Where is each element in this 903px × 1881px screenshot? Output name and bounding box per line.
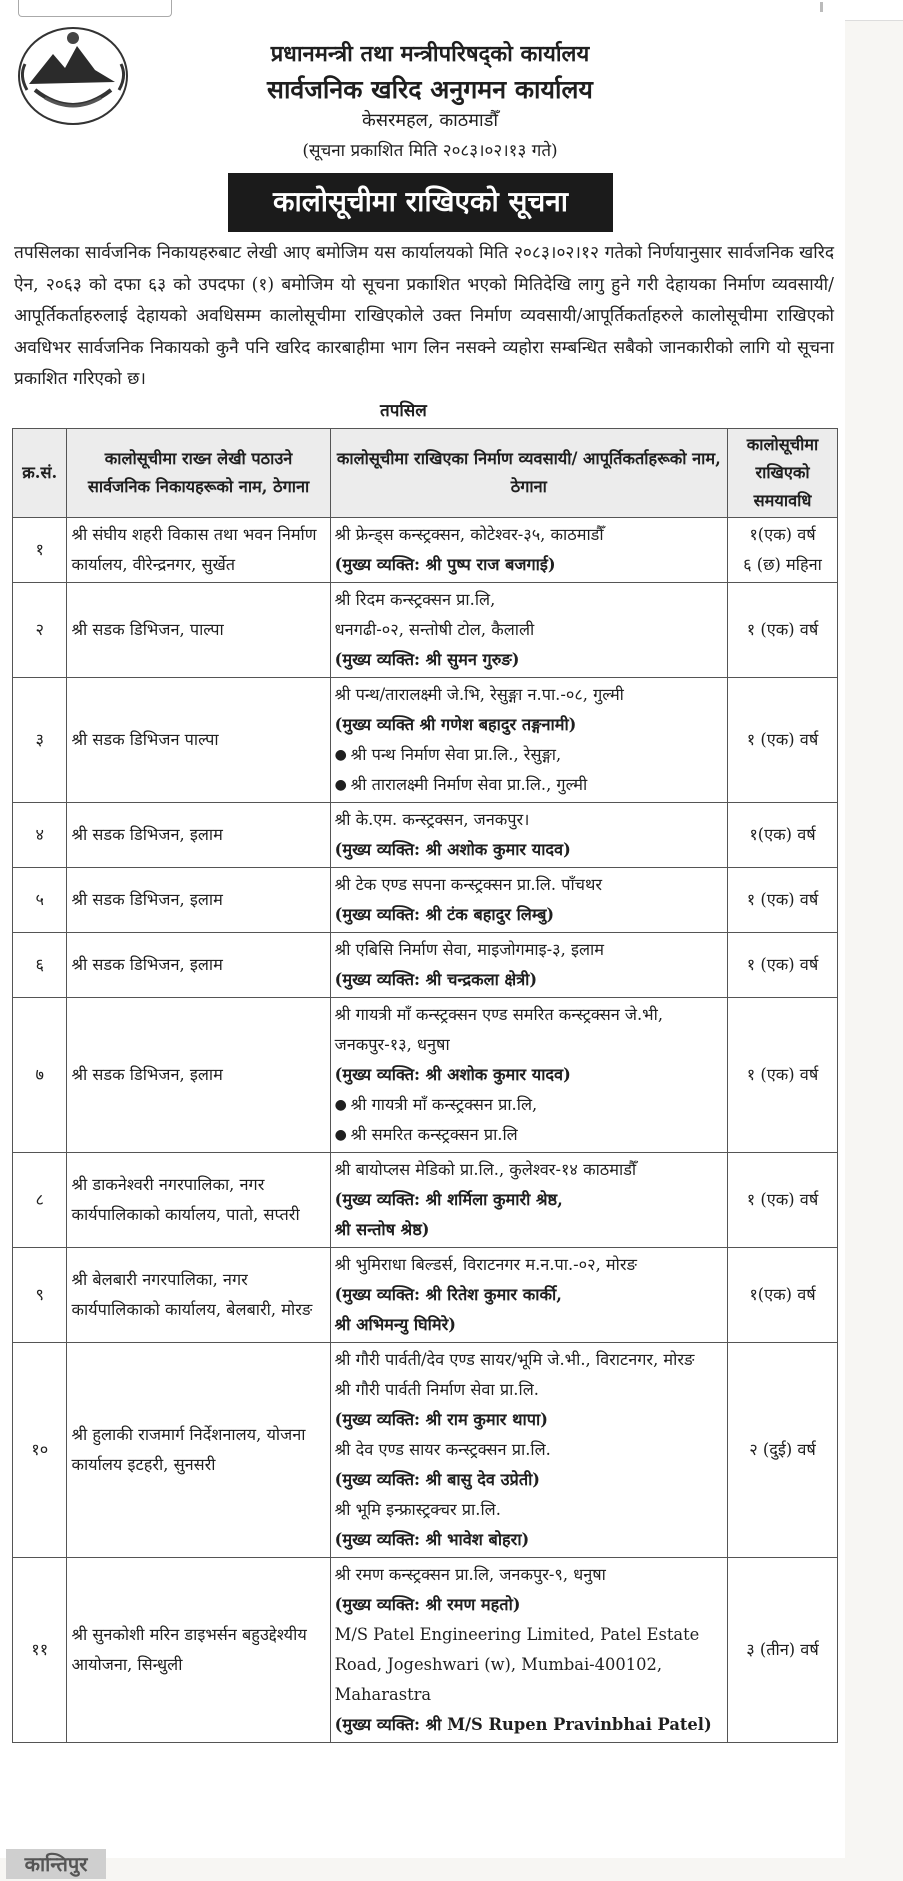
key-person: (मुख्य व्यक्ति: श्री अशोक कुमार यादव) <box>334 1065 571 1084</box>
key-person: (मुख्य व्यक्ति: श्री राम कुमार थापा) <box>334 1410 548 1429</box>
office-address: केसरमहल, काठमाडौँ <box>362 110 498 131</box>
firm-name: श्री एबिसि निर्माण सेवा, माइजोगमाइ-३, इलाम <box>334 940 604 959</box>
row-firm <box>330 678 727 803</box>
office-subname: सार्वजनिक खरिद अनुगमन कार्यालय <box>267 75 593 104</box>
row-agency: श्री सडक डिभिजन, इलाम <box>67 868 330 933</box>
row-firm <box>330 933 727 998</box>
partner-firm: ● श्री गायत्री माँ कन्स्ट्रक्सन प्रा.लि, <box>335 1090 723 1120</box>
row-duration: १ (एक) वर्ष <box>728 998 838 1153</box>
key-person: (मुख्य व्यक्ति श्री गणेश बहादुर तङ्गनामी) <box>334 715 577 734</box>
table-row <box>13 1558 838 1743</box>
row-firm <box>330 1248 727 1343</box>
key-person: (मुख्य व्यक्ति: श्री शर्मिला कुमारी श्रेष्ठ, <box>334 1190 563 1209</box>
key-person-2: श्री अभिमन्यु घिमिरे) <box>334 1315 456 1334</box>
firm-name: श्री फ्रेन्ड्स कन्स्ट्रक्सन, कोटेश्वर-३५, काठमाडौँ <box>334 525 604 544</box>
firm-name: श्री बायोप्लस मेडिको प्रा.लि., कुलेश्वर-१४ काठमाडौँ <box>334 1160 637 1179</box>
table-header-row <box>13 429 838 518</box>
row-sn: १० <box>13 1343 67 1558</box>
row-sn: ६ <box>13 933 67 998</box>
row-sn: ५ <box>13 868 67 933</box>
row-duration: १ (एक) वर्ष <box>728 868 838 933</box>
table-row <box>13 1153 838 1248</box>
key-person-2: (मुख्य व्यक्ति: श्री M/S Rupen Pravinbhai Patel) <box>334 1715 712 1734</box>
row-duration: १ (एक) वर्ष <box>728 678 838 803</box>
key-person-2: (मुख्य व्यक्ति: श्री बासु देव उप्रेती) <box>334 1470 541 1489</box>
row-agency: श्री संघीय शहरी विकास तथा भवन निर्माण कार्यालय, वीरेन्द्रनगर, सुर्खेत <box>67 518 330 583</box>
firm-name: श्री रिदम कन्स्ट्रक्सन प्रा.लि, <box>334 590 496 609</box>
duration-text: १(एक) वर्ष <box>749 525 816 544</box>
row-agency: श्री बेलबारी नगरपालिका, नगर कार्यपालिकाको कार्यालय, बेलबारी, मोरङ <box>67 1248 330 1343</box>
intro-paragraph: तपसिलका सार्वजनिक निकायहरुबाट लेखी आए बमोजिम यस कार्यालयको मिति २०८३।०२।१२ गतेको निर्णयानुसार सार्वजनिक खरिद ऐन, २०६३ को दफा ६३ को उपदफा (१) बमोजिम यो सूचना प्रकाशित भएको मितिदेखि लागु हुने गरी देहायका निर्माण व्यवसायी/आपूर्तिकर्ताहरुलाई देहायको अवधिसम्म कालोसूचीमा राखिएकोले उक्त निर्माण व्यवसायी/आपूर्तिकर्ताहरुले कालोसूचीमा राखिएको अवधिभर सार्वजनिक निकायको कुनै पनि खरिद कारबाहीमा भाग लिन नसक्ने व्यहोरा सम्बन्धित सबैको जानकारीको लागि यो सूचना प्रकाशित गरिएको छ। <box>14 243 834 389</box>
key-person: (मुख्य व्यक्ति: श्री पुष्प राज बजगाई) <box>334 555 556 574</box>
key-person-2: श्री सन्तोष श्रेष्ठ) <box>334 1220 430 1239</box>
top-tab-box[interactable] <box>18 0 172 17</box>
row-firm <box>330 998 727 1153</box>
row-agency: श्री सडक डिभिजन, इलाम <box>67 933 330 998</box>
row-duration: १ (एक) वर्ष <box>728 933 838 998</box>
header-firm: कालोसूचीमा राखिएका निर्माण व्यवसायी/ आपूर्तिकर्ताहरूको नाम, ठेगाना <box>330 429 727 518</box>
kantipur-logo: कान्तिपुर <box>6 1849 106 1879</box>
row-sn: २ <box>13 583 67 678</box>
table-row <box>13 1343 838 1558</box>
row-agency: श्री हुलाकी राजमार्ग निर्देशनालय, योजना कार्यालय इटहरी, सुनसरी <box>67 1343 330 1558</box>
row-duration: १ (एक) वर्ष <box>728 583 838 678</box>
firm-name: श्री टेक एण्ड सपना कन्स्ट्रक्सन प्रा.लि. पाँचथर <box>334 875 603 894</box>
firm-name: श्री रमण कन्स्ट्रक्सन प्रा.लि, जनकपुर-९, धनुषा <box>334 1565 606 1584</box>
partner-firm: ● श्री पन्थ निर्माण सेवा प्रा.लि., रेसुङ्गा, <box>335 740 723 770</box>
table-row <box>13 868 838 933</box>
key-person: (मुख्य व्यक्ति: श्री सुमन गुरुङ) <box>334 650 520 669</box>
key-person: (मुख्य व्यक्ति: श्री चन्द्रकला क्षेत्री) <box>334 970 538 989</box>
table-row <box>13 1248 838 1343</box>
row-duration: १(एक) वर्ष <box>728 803 838 868</box>
row-sn: १ <box>13 518 67 583</box>
sub-firm: श्री गौरी पार्वती निर्माण सेवा प्रा.लि. <box>334 1380 539 1399</box>
row-agency: श्री सुनकोशी मरिन डाइभर्सन बहुउद्देश्यीय आयोजना, सिन्धुली <box>67 1558 330 1743</box>
row-duration <box>728 518 838 583</box>
publish-date: (सूचना प्रकाशित मिति २०८३।०२।१३ गते) <box>302 141 558 161</box>
header-duration: कालोसूचीमा राखिएको समयावधि <box>728 429 838 518</box>
firm-name: श्री गौरी पार्वती/देव एण्ड सायर/भूमि जे.भी., विराटनगर, मोरङ <box>334 1350 695 1369</box>
table-row <box>13 518 838 583</box>
row-firm <box>330 583 727 678</box>
browser-top-strip <box>0 0 903 21</box>
notice-title: कालोसूचीमा राखिएको सूचना <box>228 173 613 232</box>
firm-name: श्री गायत्री माँ कन्स्ट्रक्सन एण्ड समरित कन्स्ट्रक्सन जे.भी, जनकपुर-१३, धनुषा <box>334 1005 664 1054</box>
duration-text-2: ६ (छ) महिना <box>743 555 822 574</box>
row-agency: श्री डाकनेश्वरी नगरपालिका, नगर कार्यपालिकाको कार्यालय, पातो, सप्तरी <box>67 1153 330 1248</box>
row-sn: ७ <box>13 998 67 1153</box>
header-agency: कालोसूचीमा राख्न लेखी पठाउने सार्वजनिक निकायहरूको नाम, ठेगाना <box>67 429 330 518</box>
firm-name: श्री पन्थ/तारालक्ष्मी जे.भि, रेसुङ्गा न.पा.-०८, गुल्मी <box>334 685 624 704</box>
row-firm <box>330 1558 727 1743</box>
row-sn: ३ <box>13 678 67 803</box>
key-person: (मुख्य व्यक्ति: श्री अशोक कुमार यादव) <box>334 840 571 859</box>
office-name: प्रधानमन्त्री तथा मन्त्रीपरिषद्को कार्यालय <box>270 41 590 67</box>
sub-firm: श्री देव एण्ड सायर कन्स्ट्रक्सन प्रा.लि. <box>334 1440 551 1459</box>
row-firm <box>330 868 727 933</box>
sub-firm: श्री भूमि इन्फ्रास्ट्रक्चर प्रा.लि. <box>334 1500 501 1519</box>
row-agency: श्री सडक डिभिजन, इलाम <box>67 803 330 868</box>
table-row <box>13 933 838 998</box>
row-duration: २ (दुई) वर्ष <box>728 1343 838 1558</box>
row-sn: ९ <box>13 1248 67 1343</box>
row-agency: श्री सडक डिभिजन, पाल्पा <box>67 583 330 678</box>
key-person: (मुख्य व्यक्ति: श्री रमण महतो) <box>334 1595 521 1614</box>
table-row <box>13 998 838 1153</box>
row-sn: ८ <box>13 1153 67 1248</box>
row-firm <box>330 803 727 868</box>
partner-firm: ● श्री तारालक्ष्मी निर्माण सेवा प्रा.लि., गुल्मी <box>335 770 723 800</box>
firm-name: श्री भुमिराधा बिल्डर्स, विराटनगर म.न.पा.-०२, मोरङ <box>334 1255 637 1274</box>
sub-firm: M/S Patel Engineering Limited, Patel Estate Road, Jogeshwari (w), Mumbai-400102, Maharastra <box>334 1625 700 1704</box>
row-sn: ११ <box>13 1558 67 1743</box>
firm-address: धनगढी-०२, सन्तोषी टोल, कैलाली <box>334 620 535 639</box>
header-sn: क्र.सं. <box>13 429 67 518</box>
row-firm <box>330 1343 727 1558</box>
row-firm <box>330 518 727 583</box>
firm-name: श्री के.एम. कन्स्ट्रक्सन, जनकपुर। <box>334 810 530 829</box>
row-firm <box>330 1153 727 1248</box>
top-marker <box>820 2 823 12</box>
government-emblem-icon <box>15 24 131 128</box>
row-duration: १(एक) वर्ष <box>728 1248 838 1343</box>
partner-firm: ● श्री समरित कन्स्ट्रक्सन प्रा.लि <box>335 1120 723 1150</box>
table-row <box>13 678 838 803</box>
key-person: (मुख्य व्यक्ति: श्री टंक बहादुर लिम्बु) <box>334 905 555 924</box>
key-person-3: (मुख्य व्यक्ति: श्री भावेश बोहरा) <box>334 1530 530 1549</box>
row-duration: १ (एक) वर्ष <box>728 1153 838 1248</box>
table-row <box>13 583 838 678</box>
schedule-heading: तपसिल <box>380 401 427 421</box>
key-person: (मुख्य व्यक्ति: श्री रितेश कुमार कार्की, <box>334 1285 562 1304</box>
row-agency: श्री सडक डिभिजन, इलाम <box>67 998 330 1153</box>
blacklist-table <box>12 428 838 1743</box>
row-agency: श्री सडक डिभिजन पाल्पा <box>67 678 330 803</box>
table-row <box>13 803 838 868</box>
row-duration: ३ (तीन) वर्ष <box>728 1558 838 1743</box>
row-sn: ४ <box>13 803 67 868</box>
